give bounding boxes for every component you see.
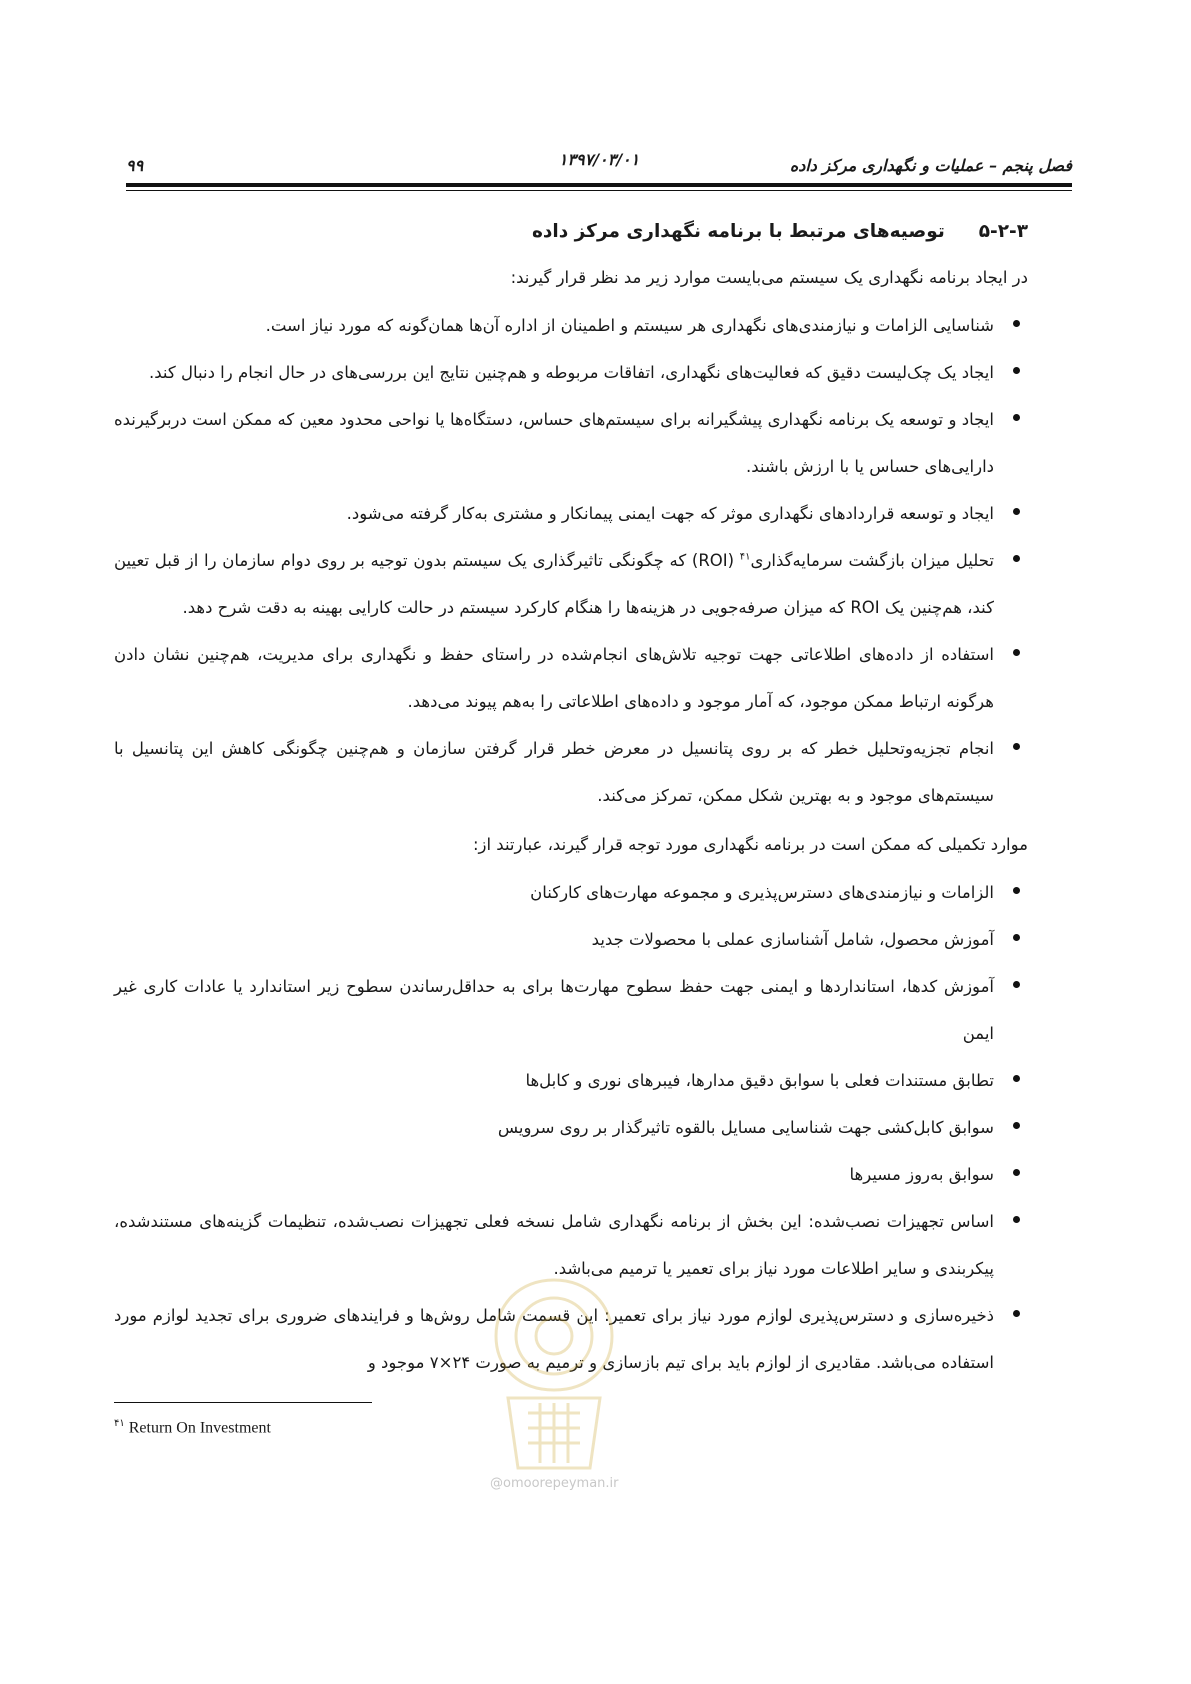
watermark-url: @omoorepeyman.ir	[490, 1476, 619, 1491]
list-item	[114, 869, 1028, 916]
list-item	[114, 1151, 1028, 1198]
footnote-text: Return On Investment	[128, 1419, 271, 1437]
bullet-icon	[1013, 887, 1020, 894]
roi-abbrev: (ROI)	[691, 551, 735, 570]
roi-text-middle: که چگونگی تاثیرگذاری یک سیستم بدون توجیه بر روی دوام سازمان را از قبل تعیین کند، هم‌چنین یک	[114, 551, 994, 617]
header-rule-thin	[126, 190, 1072, 191]
list-item-text: آموزش کدها، استانداردها و ایمنی جهت حفظ سطوح مهارت‌ها برای به حداقل‌رساندن سطوح زیر استاندارد یا عادات کاری غیر ایمن	[114, 977, 994, 1043]
list-item	[114, 302, 1028, 349]
roi-text-start: تحلیل میزان بازگشت سرمایه‌گذاری	[750, 551, 994, 570]
list-item-text: انجام تجزیه‌وتحلیل خطر که بر روی پتانسیل در معرض خطر قرار گرفتن سازمان و هم‌چنین چگونگی کاهش این پتانسیل با سیستم‌های موجود و به بهترین شکل ممکن، تمرکز می‌کند.	[114, 739, 994, 805]
list-item-text: شناسایی الزامات و نیازمندی‌های نگهداری هر سیستم و اطمینان از اداره آن‌ها همان‌گونه که مورد نیاز است.	[265, 316, 994, 335]
list-item-text: الزامات و نیازمندی‌های دسترس‌پذیری و مجموعه مهارت‌های کارکنان	[530, 883, 994, 902]
list-item-text: سوابق کابل‌کشی جهت شناسایی مسایل بالقوه تاثیرگذار بر روی سرویس	[497, 1118, 994, 1137]
section-title: توصیه‌های مرتبط با برنامه نگهداری مرکز داده	[531, 221, 945, 242]
list-item-roi	[114, 537, 1028, 631]
running-header	[126, 150, 1072, 184]
list-item-text: ایجاد یک چک‌لیست دقیق که فعالیت‌های نگهداری، اتفاقات مربوطه و هم‌چنین نتایج این بررسی‌های در حال انجام را دنبال کند.	[149, 363, 994, 382]
list-item	[114, 631, 1028, 725]
bullet-icon	[1013, 367, 1020, 374]
bullet-icon	[1013, 649, 1020, 656]
chapter-title: فصل پنجم – عملیات و نگهداری مرکز داده	[789, 156, 1072, 175]
list-item-text: استفاده از داده‌های اطلاعاتی جهت توجیه تلاش‌های انجام‌شده در راستای حفظ و نگهداری برای مدیریت، هم‌چنین نشان دادن هرگونه ارتباط ممکن موجود، که آمار موجود و داده‌های اطلاعاتی را به‌هم پیوند می‌دهد.	[114, 645, 994, 711]
footnote-mark: ۴۱	[114, 1418, 125, 1429]
list-item-text: سوابق به‌روز مسیرها	[849, 1165, 994, 1184]
list-item-text: ایجاد و توسعه قراردادهای نگهداری موثر که جهت ایمنی پیمانکار و مشتری به‌کار گرفته می‌شود.	[346, 504, 994, 523]
bullet-icon	[1013, 1169, 1020, 1176]
maintenance-list	[114, 302, 1028, 819]
supplementary-intro: موارد تکمیلی که ممکن است در برنامه نگهداری مورد توجه قرار گیرند، عبارتند از:	[472, 835, 1028, 854]
list-item-text: ایجاد و توسعه یک برنامه نگهداری پیشگیرانه برای سیستم‌های حساس، دستگاه‌ها یا نواحی محدود معین که ممکن است دربرگیرنده دارایی‌های حساس یا با ارزش باشند.	[114, 410, 994, 476]
list-item-text: ذخیره‌سازی و دسترس‌پذیری لوازم مورد نیاز برای تعمیر: این قسمت شامل روش‌ها و فرایندهای ضروری برای تجدید لوازم مورد استفاده می‌باشد. مقادیری از لوازم باید برای تیم بازسازی و ترمیم به صورت ۲۴×۷ موجود و	[114, 1306, 994, 1372]
bullet-icon	[1013, 1122, 1020, 1129]
list-item-text: اساس تجهیزات نصب‌شده: این بخش از برنامه نگهداری شامل نسخه فعلی تجهیزات نصب‌شده، تنظیمات گزینه‌های مستندشده، پیکربندی و سایر اطلاعات مورد نیاز برای تعمیر یا ترمیم می‌باشد.	[114, 1212, 994, 1278]
page-number: ۹۹	[126, 156, 144, 175]
bullet-icon	[1013, 1075, 1020, 1082]
roi-text-end: که میزان صرفه‌جویی در هزینه‌ها را هنگام کارکرد سیستم در حالت کارایی بهینه به دقت شرح دهد.	[182, 598, 846, 617]
list-item	[114, 963, 1028, 1057]
header-rule	[126, 183, 1072, 187]
header-date: ۱۳۹۷/۰۳/۰۱	[558, 150, 640, 169]
bullet-icon	[1013, 1216, 1020, 1223]
list-item	[114, 490, 1028, 537]
footnote	[114, 1418, 271, 1437]
page-body	[114, 212, 1028, 1392]
footnote-rule	[114, 1402, 372, 1403]
bullet-icon	[1013, 981, 1020, 988]
bullet-icon	[1013, 743, 1020, 750]
bullet-icon	[1013, 320, 1020, 327]
list-item	[114, 916, 1028, 963]
list-item	[114, 1057, 1028, 1104]
list-item	[114, 1104, 1028, 1151]
bullet-icon	[1013, 508, 1020, 515]
footnote-reference: ۴۱	[739, 551, 751, 563]
list-item	[114, 396, 1028, 490]
bullet-icon	[1013, 414, 1020, 421]
intro-paragraph: در ایجاد برنامه نگهداری یک سیستم می‌بایست موارد زیر مد نظر قرار گیرند:	[510, 268, 1028, 287]
section-heading	[114, 212, 1028, 252]
bullet-icon	[1013, 555, 1020, 562]
list-item-text: تطابق مستندات فعلی با سوابق دقیق مدارها، فیبرهای نوری و کابل‌ها	[525, 1071, 994, 1090]
bullet-icon	[1013, 934, 1020, 941]
bullet-icon	[1013, 1310, 1020, 1317]
roi-term: ROI	[850, 598, 880, 617]
list-item	[114, 725, 1028, 819]
section-number: ۵-۲-۳	[978, 221, 1028, 242]
watermark-seal-icon	[478, 1268, 630, 1478]
list-item	[114, 349, 1028, 396]
list-item-text: آموزش محصول، شامل آشناسازی عملی با محصولات جدید	[591, 930, 994, 949]
